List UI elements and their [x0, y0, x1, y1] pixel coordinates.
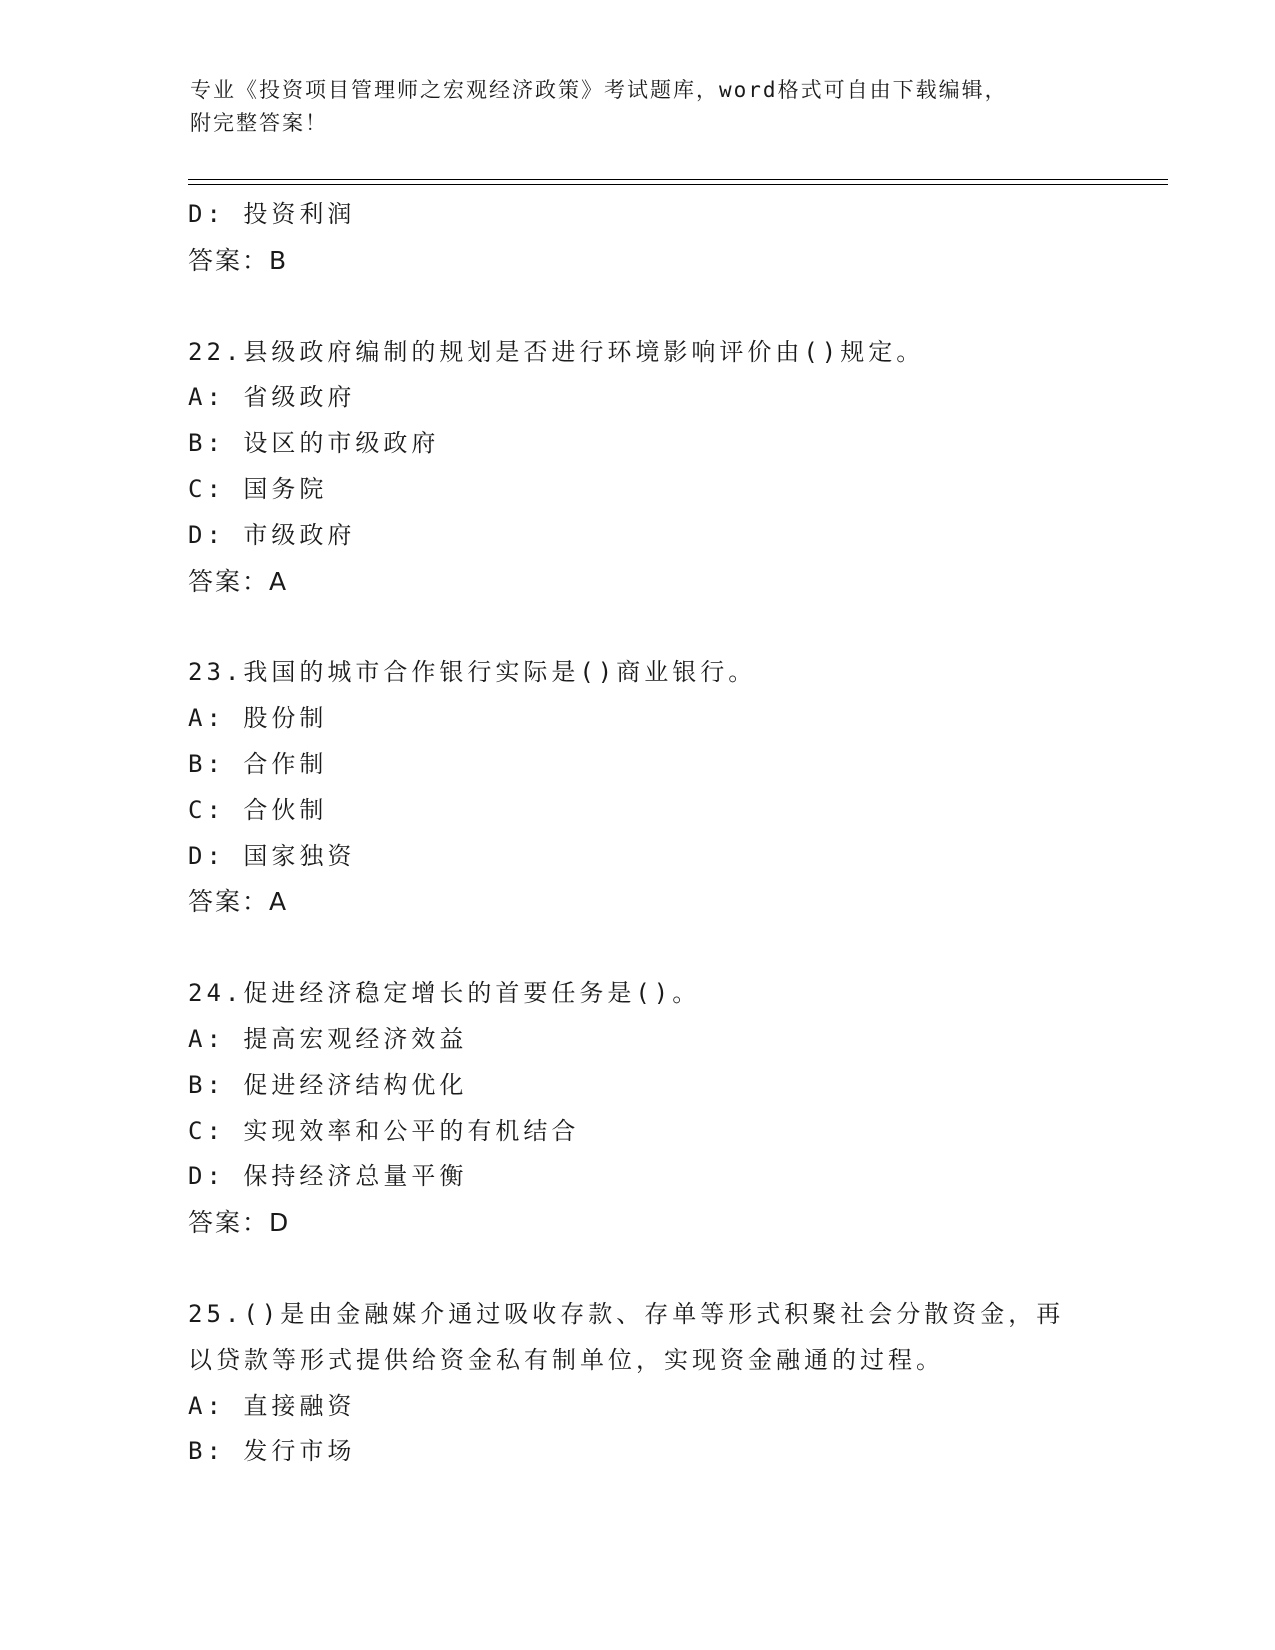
option-a: A: 省级政府 [188, 383, 356, 412]
spacer [188, 925, 1088, 971]
header-divider-top [188, 179, 1168, 180]
question-25 [188, 1292, 1088, 1475]
question-23 [188, 650, 1088, 925]
option-d: D: 国家独资 [188, 841, 356, 870]
header-line-1: 专业《投资项目管理师之宏观经济政策》考试题库，word格式可自由下载编辑， [190, 78, 1008, 102]
option-b: B: 发行市场 [188, 1437, 356, 1466]
option-b: B: 设区的市级政府 [188, 429, 440, 458]
question-text-line-1: 25.()是由金融媒介通过吸收存款、存单等形式积聚社会分散资金，再 [188, 1299, 1065, 1328]
option-d: D: 市级政府 [188, 520, 356, 549]
option-d: D: 投资利润 [188, 200, 356, 228]
option-b: B: 促进经济结构优化 [188, 1070, 468, 1099]
option-c: C: 实现效率和公平的有机结合 [188, 1116, 580, 1145]
question-text: 22.县级政府编制的规划是否进行环境影响评价由()规定。 [188, 337, 925, 366]
answer-line: 答案：A [188, 566, 289, 596]
spacer [188, 284, 1088, 330]
answer-line: 答案：D [188, 1208, 291, 1238]
question-list [188, 192, 1088, 1475]
question-21-tail [188, 192, 1088, 284]
question-text: 24.促进经济稳定增长的首要任务是()。 [188, 979, 701, 1008]
option-c: C: 合伙制 [188, 795, 328, 824]
answer-line: 答案：A [188, 887, 289, 917]
question-text: 23.我国的城市合作银行实际是()商业银行。 [188, 658, 757, 687]
option-a: A: 股份制 [188, 704, 328, 733]
option-d: D: 保持经济总量平衡 [188, 1162, 468, 1191]
question-22 [188, 330, 1088, 605]
spacer [188, 1246, 1088, 1292]
option-b: B: 合作制 [188, 749, 328, 778]
option-c: C: 国务院 [188, 474, 328, 503]
option-a: A: 直接融资 [188, 1391, 356, 1420]
question-text-line-2: 以贷款等形式提供给资金私有制单位，实现资金融通的过程。 [188, 1345, 944, 1374]
option-a: A: 提高宏观经济效益 [188, 1024, 468, 1053]
header-divider-bottom [188, 184, 1168, 185]
answer-line: 答案：B [188, 245, 289, 275]
document-header [190, 74, 1090, 140]
header-line-2: 附完整答案！ [190, 111, 328, 135]
spacer [188, 604, 1088, 650]
question-24 [188, 971, 1088, 1246]
